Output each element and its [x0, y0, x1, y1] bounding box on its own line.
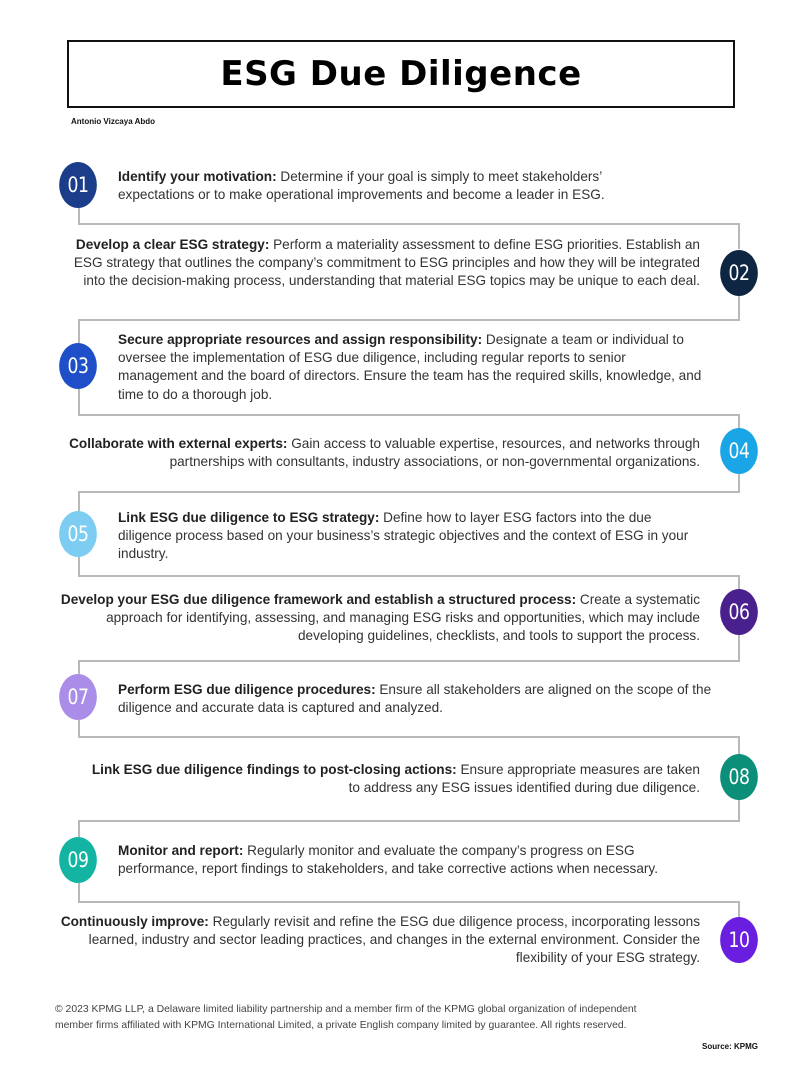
connector-line	[78, 223, 740, 225]
step-text-10	[60, 913, 700, 968]
connector-line	[78, 319, 80, 343]
step-badge-01: 01	[59, 162, 97, 208]
author: Antonio Vizcaya Abdo	[71, 117, 156, 126]
copyright-footer: © 2023 KPMG LLP, a Delaware limited liability partnership and a member firm of the KPMG global organization of independent member firms affiliated with KPMG International Limited, a private English company limited by guarantee. All rights reserved.	[55, 1004, 637, 1031]
connector-line	[78, 575, 740, 577]
step-body: Regularly monitor and evaluate the company’s progress on ESG performance, report findings to stakeholders, and take corrective actions when necessary.	[118, 843, 658, 877]
connector-line	[78, 491, 80, 511]
connector-line	[738, 296, 740, 320]
step-heading: Develop your ESG due diligence framework and establish a structured process:	[60, 592, 577, 607]
connector-line	[738, 635, 740, 661]
connector-line	[78, 883, 80, 902]
step-heading: Collaborate with external experts:	[69, 436, 288, 451]
step-badge-05: 05	[59, 511, 97, 557]
step-body: Ensure all stakeholders are aligned on the scope of the diligence and accurate data is captured and analyzed.	[118, 682, 712, 716]
connector-line	[738, 575, 740, 589]
page-title: ESG Due Diligence	[220, 54, 582, 94]
step-heading: Link ESG due diligence to ESG strategy:	[118, 510, 380, 525]
step-body: Define how to layer ESG factors into the due diligence process based on your business’s strategic objectives and the context of ESG in your industry.	[118, 510, 689, 562]
step-badge-04: 04	[720, 428, 758, 474]
step-badge-09: 09	[59, 837, 97, 883]
step-heading: Link ESG due diligence findings to post-closing actions:	[91, 762, 457, 777]
step-body: Gain access to valuable expertise, resources, and networks through partnerships with consultants, industry associations, or non-governmental organizations.	[169, 436, 700, 470]
step-heading: Monitor and report:	[118, 843, 244, 858]
connector-line	[78, 319, 740, 321]
step-badge-07: 07	[59, 674, 97, 720]
connector-line	[78, 557, 80, 576]
connector-line	[78, 820, 80, 837]
step-body: Perform a materiality assessment to define ESG priorities. Establish an ESG strategy that outlines the company’s commitment to ESG principles and how they will be integrated into the decision-making process, understanding that material ESG topics may be unique to each deal.	[73, 237, 700, 289]
connector-line	[78, 720, 80, 737]
step-heading: Identify your motivation:	[118, 169, 277, 184]
connector-line	[738, 474, 740, 492]
step-text-04	[60, 435, 700, 471]
step-text-03	[118, 331, 708, 404]
connector-line	[78, 491, 740, 493]
step-body: Determine if your goal is simply to meet stakeholders’ expectations or to make operational improvements and become a leader in ESG.	[118, 169, 605, 203]
step-text-02	[70, 236, 700, 291]
step-badge-02: 02	[720, 250, 758, 296]
step-body: Designate a team or individual to oversee the implementation of ESG due diligence, including regular reports to senior management and the board of directors. Ensure the team has the required skills, knowledge, and time to do a thorough job.	[118, 332, 702, 402]
step-heading: Perform ESG due diligence procedures:	[118, 682, 376, 697]
step-badge-06: 06	[720, 589, 758, 635]
step-body: Create a systematic approach for identifying, assessing, and managing ESG risks and opportunities, which may include developing guidelines, checklists, and tools to support the process.	[106, 592, 700, 644]
source-credit: Source: KPMG	[701, 1042, 758, 1051]
connector-line	[78, 901, 740, 903]
step-text-05	[118, 509, 708, 564]
connector-line	[738, 800, 740, 821]
step-heading: Secure appropriate resources and assign responsibility:	[118, 332, 483, 347]
connector-line	[78, 820, 740, 822]
step-text-09	[118, 842, 693, 878]
step-body: Regularly revisit and refine the ESG due diligence process, incorporating lessons learned, industry and sector leading practices, and changes in the external environment. Consider the flexibility of your ESG strategy.	[88, 914, 700, 966]
connector-line	[78, 414, 740, 416]
step-text-07	[118, 681, 713, 717]
connector-line	[78, 660, 740, 662]
connector-line	[738, 223, 740, 249]
connector-line	[738, 736, 740, 754]
step-heading: Continuously improve:	[60, 914, 209, 929]
step-text-06	[60, 591, 700, 646]
step-badge-03: 03	[59, 343, 97, 389]
connector-line	[78, 660, 80, 674]
step-text-01	[118, 168, 678, 204]
step-badge-10: 10	[720, 917, 758, 963]
connector-line	[738, 901, 740, 917]
step-badge-08: 08	[720, 754, 758, 800]
connector-line	[78, 206, 80, 224]
connector-line	[78, 389, 80, 415]
connector-line	[78, 736, 740, 738]
step-text-08	[80, 761, 700, 797]
connector-line	[738, 414, 740, 428]
step-body: Ensure appropriate measures are taken to address any ESG issues identified during due diligence.	[348, 762, 700, 796]
step-heading: Develop a clear ESG strategy:	[75, 237, 270, 252]
